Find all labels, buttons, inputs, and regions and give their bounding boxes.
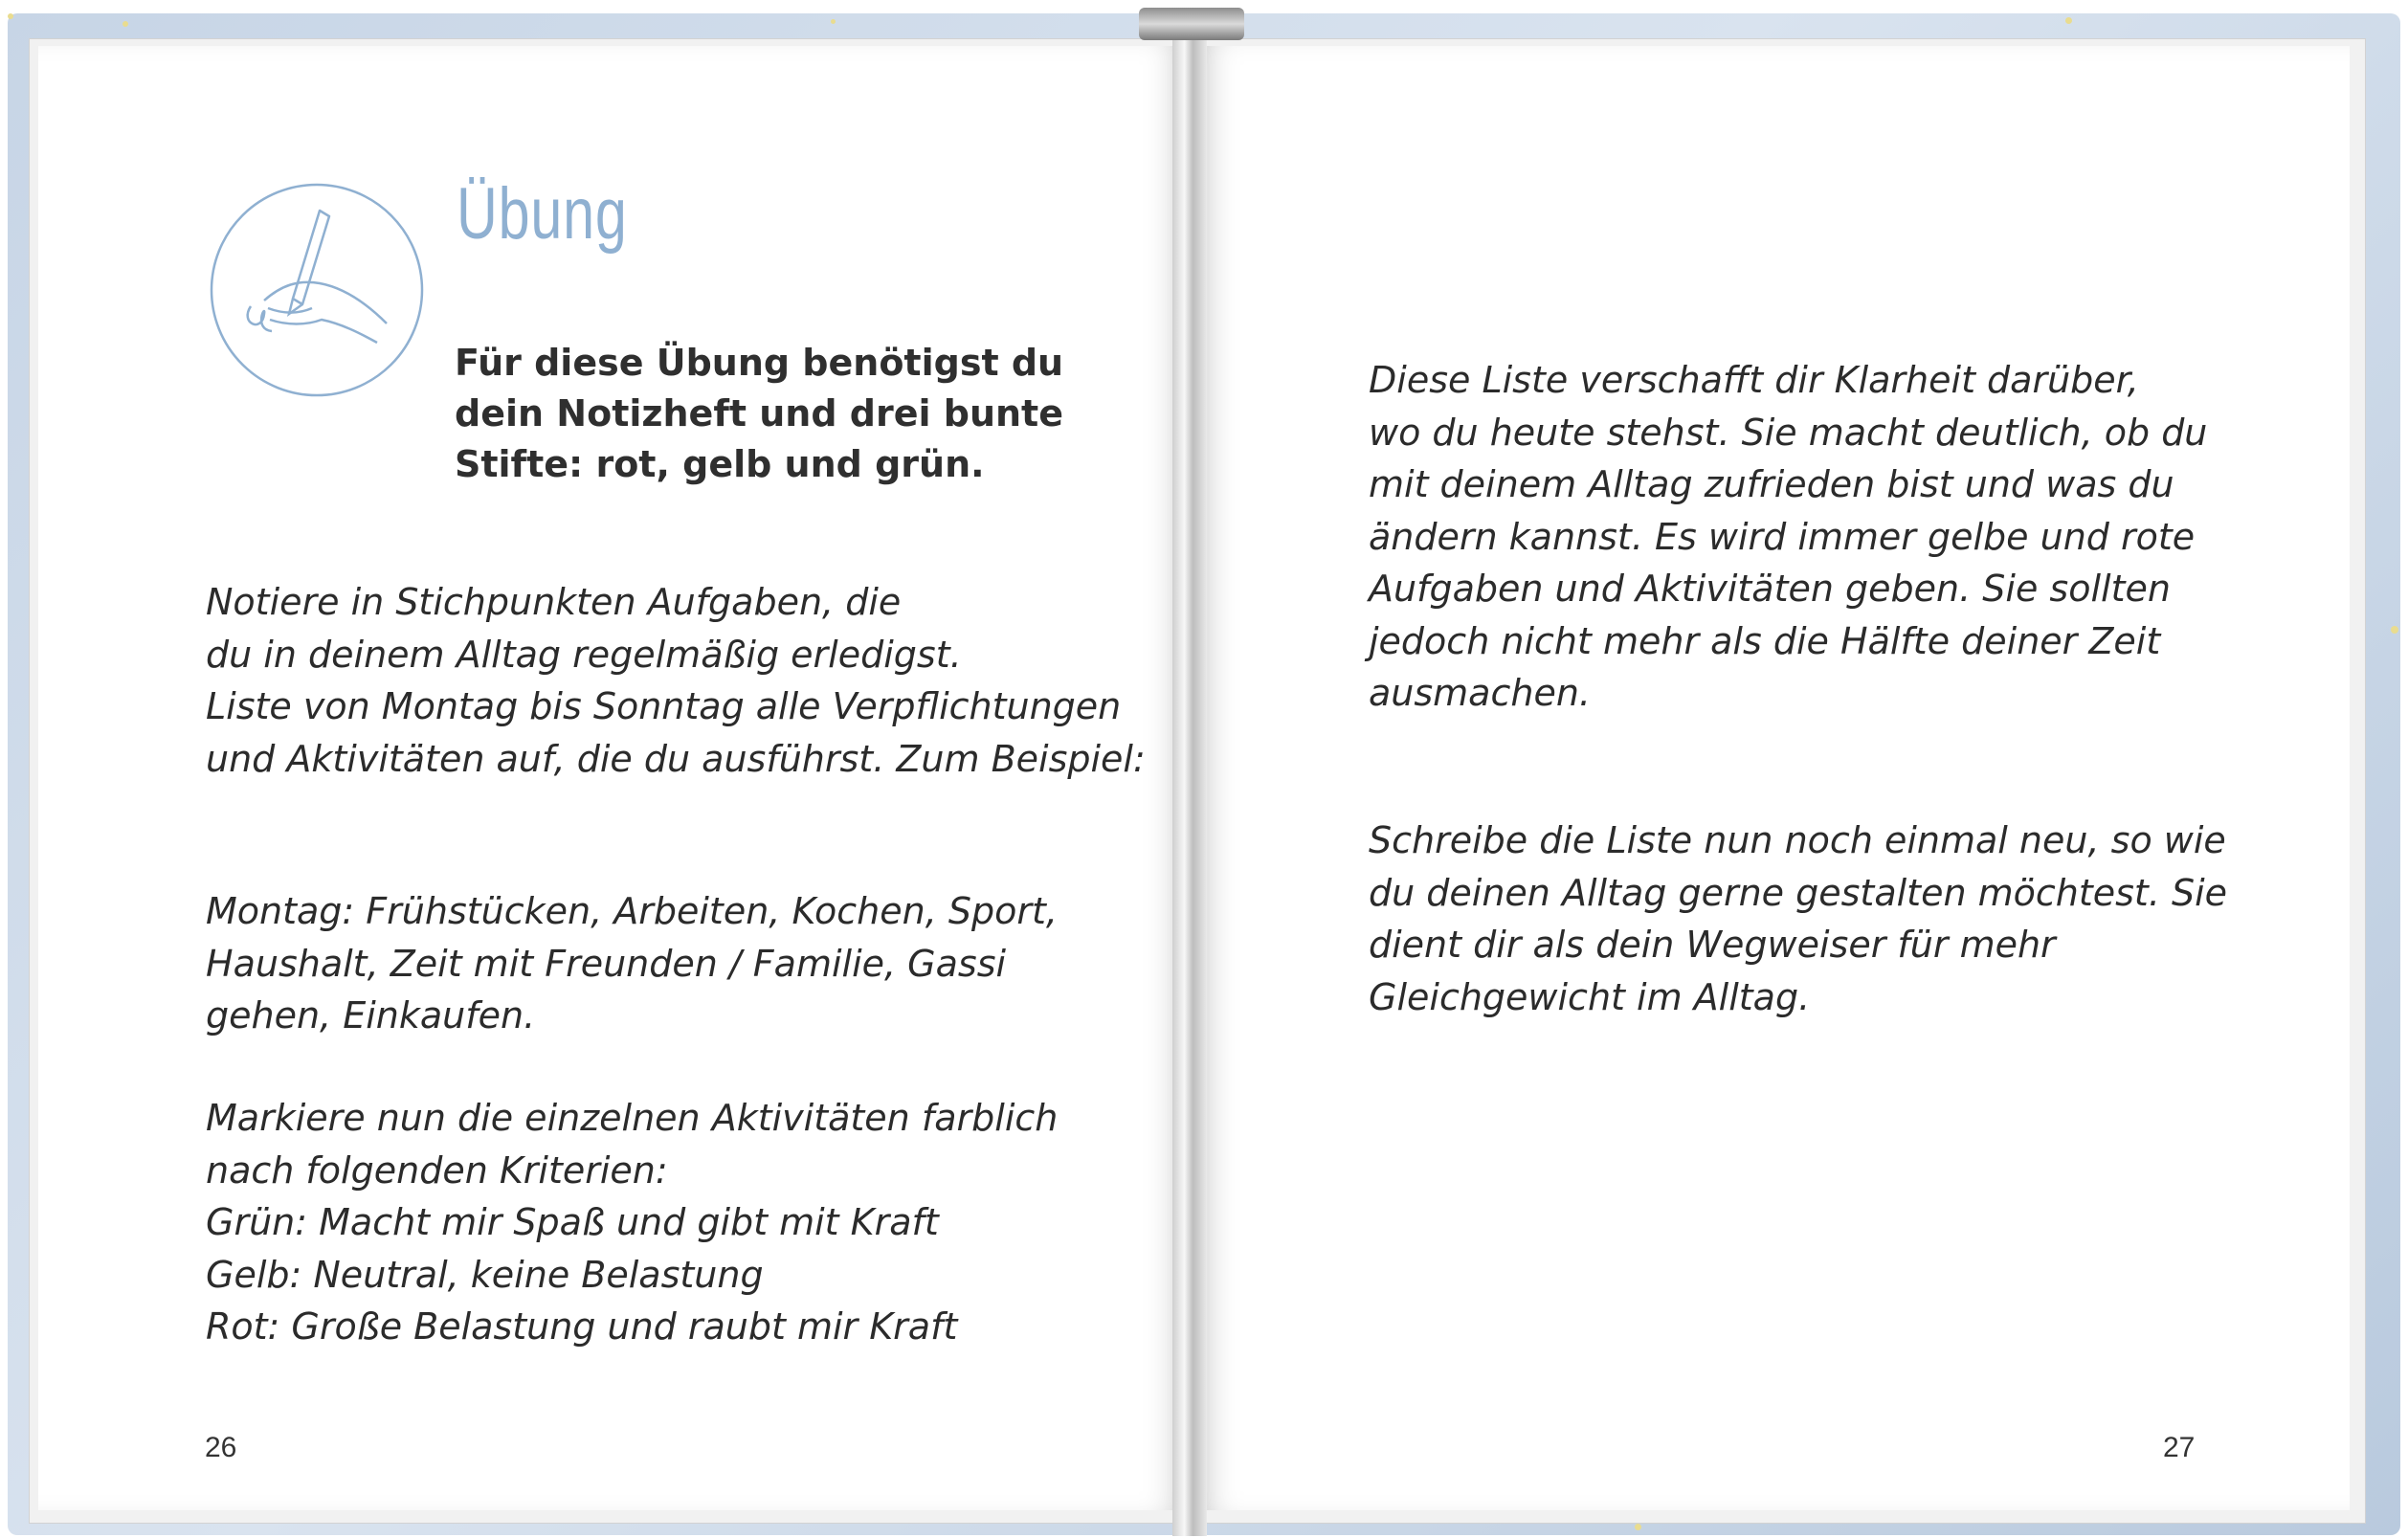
cover-dot bbox=[2391, 626, 2398, 634]
instruction-paragraph: Notiere in Stichpunkten Aufgaben, die du in deinem Alltag regelmäßig erledigst. Liste von Montag bis Sonntag alle Verpflichtungen und Aktivitäten auf, die du ausführst. Zum Beispiel: bbox=[206, 581, 1146, 780]
intro-text: Für diese Übung benötigst du dein Notizheft und drei bunte Stifte: rot, gelb und grün. bbox=[455, 342, 1064, 485]
page-number-left: 26 bbox=[205, 1432, 237, 1463]
rewrite-paragraph: Schreibe die Liste nun noch einmal neu, so wie du deinen Alltag gerne gestalten möchtest. Sie dient dir als dein Wegweiser für mehr Gleichgewicht im Alltag. bbox=[1369, 819, 2228, 1018]
left-page bbox=[38, 46, 1187, 1510]
page-number-right: 27 bbox=[2163, 1432, 2196, 1463]
cover-dot bbox=[8, 13, 13, 19]
cover-dot bbox=[2065, 17, 2072, 24]
cover-dot bbox=[123, 21, 128, 27]
page-title: Übung bbox=[457, 173, 628, 255]
spine-headband bbox=[1139, 8, 1244, 40]
criteria-paragraph: Markiere nun die einzelnen Aktivitäten farblich nach folgenden Kriterien: Grün: Macht mir Spaß und gibt mit Kraft Gelb: Neutral, keine Belastung Rot: Große Belastung und raubt mir Kraft bbox=[206, 1097, 1059, 1348]
cover-dot bbox=[831, 19, 836, 24]
hand-writing-pen-icon bbox=[207, 180, 436, 410]
book-spine bbox=[1172, 10, 1207, 1536]
example-paragraph: Montag: Frühstücken, Arbeiten, Kochen, Sport, Haushalt, Zeit mit Freunden / Familie, Gassi gehen, Einkaufen. bbox=[206, 890, 1058, 1036]
reflection-paragraph: Diese Liste verschafft dir Klarheit darüber, wo du heute stehst. Sie macht deutlich, ob du mit deinem Alltag zufrieden bist und was du ändern kannst. Es wird immer gelbe und rote Aufgaben und Aktivitäten geben. Sie sollten jedoch nicht mehr als die Hälfte deiner Zeit ausmachen. bbox=[1369, 359, 2208, 714]
right-page bbox=[1196, 46, 2350, 1510]
cover-dot bbox=[1635, 1524, 1641, 1530]
